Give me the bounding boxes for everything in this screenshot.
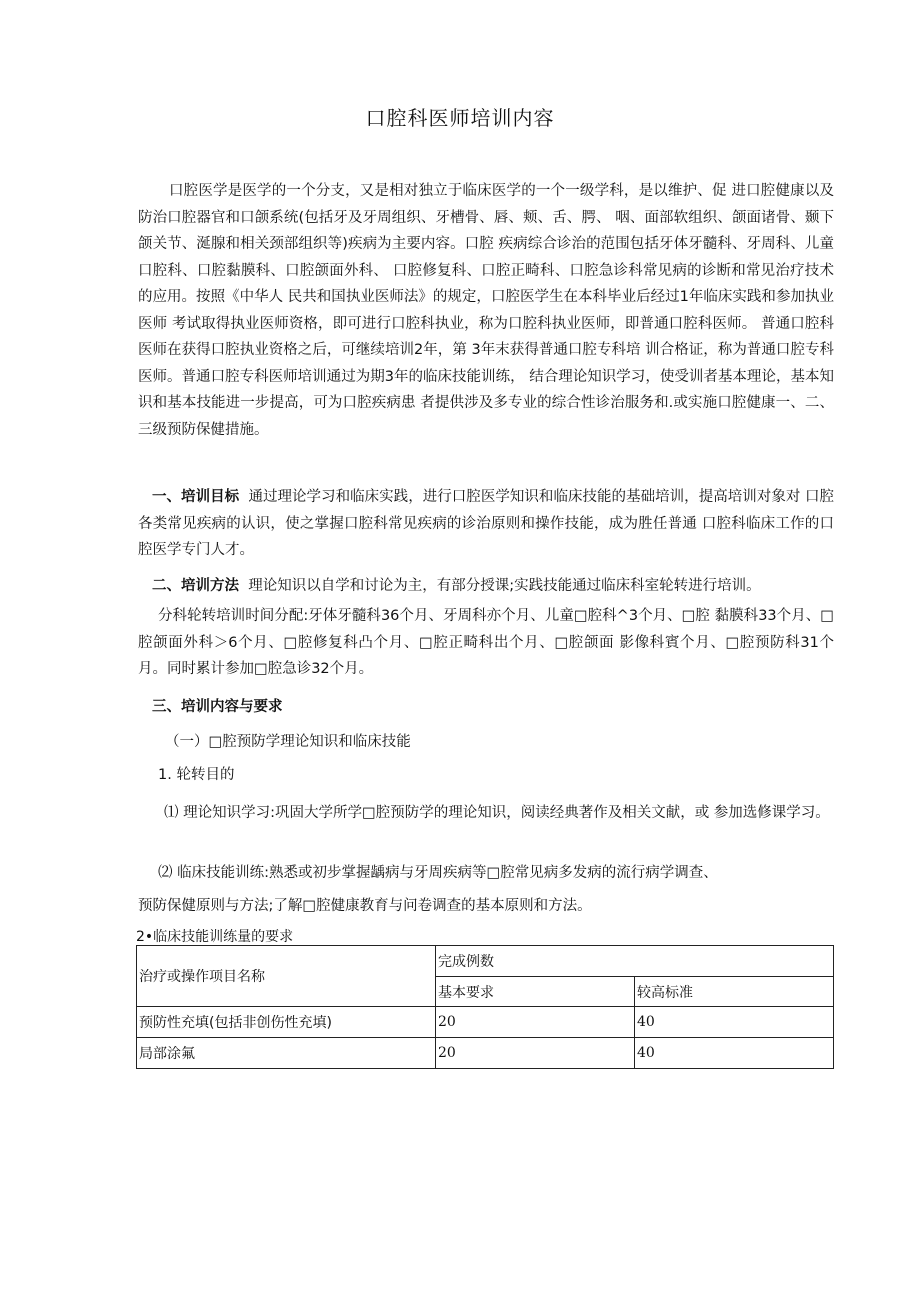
row-name: 预防性充填(包括非创伤性充填): [137, 1007, 436, 1038]
purpose-item-2-continued: 预防保健原则与方法;了解□腔健康教育与问卷调查的基本原则和方法。: [138, 898, 592, 914]
row-basic: 20: [436, 1038, 635, 1069]
section3-heading-text: 三、培训内容与要求: [152, 699, 283, 715]
section3-heading: [152, 694, 848, 721]
skill-volume-heading: 2•临床技能训练量的要求: [136, 929, 294, 945]
row-name: 局部涂氟: [137, 1038, 436, 1069]
training-method-text: 理论知识以自学和讨论为主，有部分授课;实践技能通过临床科室轮转进行培训。: [248, 578, 761, 594]
table-row: [137, 1007, 834, 1038]
intro-paragraph: 口腔医学是医学的一个分支，又是相对独立于临床医学的一个一级学科，是以维护、促 进口腔健康以及防治口腔器官和口颌系统(包括牙及牙周组织、牙槽骨、唇、颊、舌、腭、 咽、面部软组织、颌面诸骨、颞下颌关节、涎腺和相关颈部组织等)疾病为主要内容。口腔 疾病综合诊治的范围包括牙体牙髓科、牙周科、儿童口腔科、口腔黏膜科、口腔颌面外科、 口腔修复科、口腔正畸科、口腔急诊科常见病的诊断和常见治疗技术的应用。按照《中华人 民共和国执业医师法》的规定，口腔医学生在本科毕业后经过1年临床实践和参加执业医师 考试取得执业医师资格，即可进行口腔科执业，称为口腔科执业医师，即普通口腔科医师。 普通口腔科医师在获得口腔执业资格之后，可继续培训2年，第 3年末获得普通口腔专科培 训合格证，称为普通口腔专科医师。普通口腔专科医师培训通过为期3年的临床技能训练， 结合理论知识学习，使受训者基本理论，基本知识和基本技能进一步提高，可为口腔疾病患 者提供涉及多专业的综合性诊治服务和.或实施口腔健康一、二、三级预防保健措施。: [138, 183, 834, 438]
requirements-table: [136, 945, 834, 1069]
rotation-schedule-paragraph: 分科轮转培训时间分配:牙体牙髓科36个月、牙周科亦个月、儿童□腔科^3个月、□腔 黏膜科33个月、□腔颌面外科＞6个月、□腔修复科凸个月、□腔正畸科岀个月、□腔颌面 影像科賓个月、□腔预防科31个月。同时累计参加□腔急诊32个月。: [138, 608, 834, 677]
training-goal-heading: 一、培训目标: [152, 489, 240, 505]
row-higher: 40: [635, 1038, 834, 1069]
row-basic: 20: [436, 1007, 635, 1038]
rotation-purpose-heading: 1. 轮转目的: [158, 767, 235, 783]
header-higher: 较高标准: [635, 977, 834, 1007]
training-goal-text: 通过理论学习和临床实践，进行口腔医学知识和临床技能的基础培训，提高培训对象对 口腔各类常见疾病的认识，使之掌握口腔科常见疾病的诊治原则和操作技能，成为胜任普通 口腔科临床工作的口腔医学专门人才。: [138, 489, 835, 558]
training-method-paragraph: [152, 573, 834, 600]
header-item-name: 治疗或操作项目名称: [137, 946, 436, 1007]
row-higher: 40: [635, 1007, 834, 1038]
training-goal-paragraph: [138, 484, 834, 564]
page-title: 口腔科医师培训内容: [365, 106, 555, 130]
header-basic: 基本要求: [436, 977, 635, 1007]
table-row: [137, 1038, 834, 1069]
purpose-item-2: ⑵ 临床技能训练:熟悉或初步掌握龋病与牙周疾病等□腔常见病多发病的流行病学调查、: [158, 865, 718, 881]
subsection-heading: （一）□腔预防学理论知识和临床技能: [165, 734, 411, 750]
purpose-item-1: ⑴ 理论知识学习:巩固大学所学□腔预防学的理论知识，阅读经典著作及相关文献，或 参加选修课学习。: [164, 805, 830, 821]
training-method-heading: 二、培训方法: [152, 578, 239, 594]
header-cases: 完成例数: [436, 946, 834, 977]
